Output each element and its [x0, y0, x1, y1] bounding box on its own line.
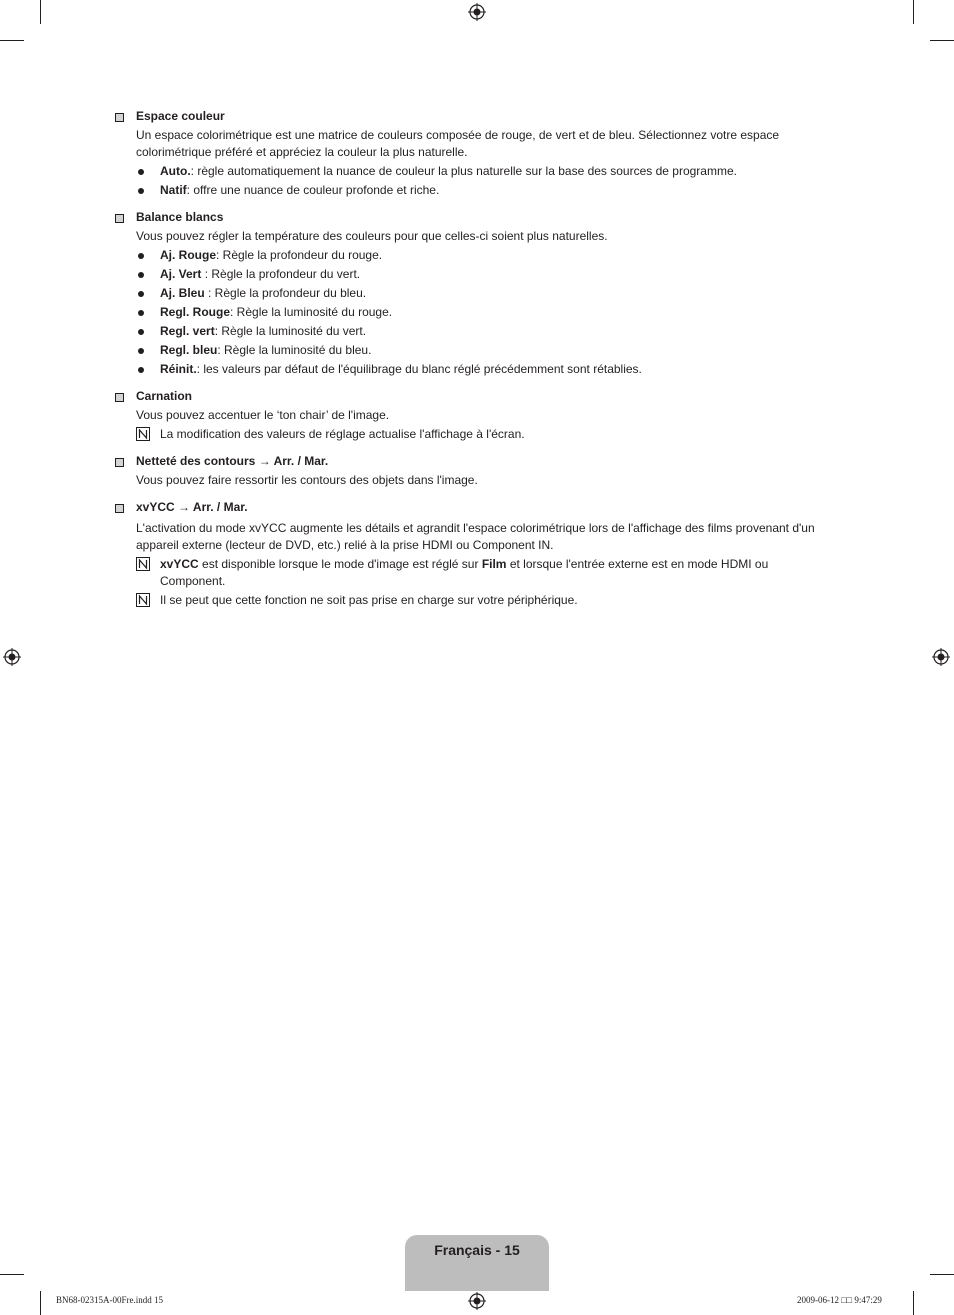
item-text: : règle automatiquement la nuance de couleur la plus naturelle sur la base des sources de programme. — [190, 164, 737, 178]
list-item — [136, 285, 833, 302]
list-item — [136, 342, 833, 359]
dot-bullet-icon — [138, 329, 144, 335]
dot-bullet-icon — [138, 348, 144, 354]
dot-bullet-icon — [138, 291, 144, 297]
section-nettete-contours — [113, 453, 833, 489]
section-description: Vous pouvez faire ressortir les contours des objets dans l'image. — [136, 473, 478, 487]
crop-mark — [40, 1291, 41, 1315]
dot-bullet-icon — [138, 253, 144, 259]
crop-mark — [930, 1274, 954, 1275]
section-title: Balance blancs — [136, 210, 224, 224]
dot-bullet-icon — [138, 188, 144, 194]
item-term: Aj. Vert — [160, 267, 202, 281]
section-title: xvYCC → Arr. / Mar. — [136, 500, 248, 514]
item-text: : Règle la profondeur du bleu. — [204, 286, 367, 300]
page-number: Français - 15 — [434, 1242, 520, 1258]
item-term: Auto. — [160, 164, 191, 178]
crop-mark — [40, 0, 41, 24]
print-slug-left: BN68-02315A-00Fre.indd 15 — [56, 1295, 163, 1305]
section-xvycc — [113, 499, 833, 609]
section-espace-couleur — [113, 108, 833, 199]
section-description: Vous pouvez accentuer le ‘ton chair’ de l'image. — [136, 408, 390, 422]
registration-mark-icon — [468, 1292, 486, 1310]
section-balance-blancs — [113, 209, 833, 378]
dot-bullet-icon — [138, 310, 144, 316]
item-term: Regl. Rouge — [160, 305, 231, 319]
bullet-list — [136, 163, 833, 199]
list-item — [136, 304, 833, 321]
crop-mark — [913, 1291, 914, 1315]
crop-mark — [0, 40, 24, 41]
item-text: : Règle la luminosité du bleu. — [217, 343, 372, 357]
section-title: Carnation — [136, 389, 193, 403]
item-text: : Règle la luminosité du vert. — [214, 324, 367, 338]
list-item — [136, 182, 833, 199]
item-text: : Règle la luminosité du rouge. — [230, 305, 393, 319]
item-term: Aj. Bleu — [160, 286, 205, 300]
note — [136, 556, 833, 590]
note — [136, 592, 833, 609]
list-item — [136, 266, 833, 283]
square-bullet-icon — [115, 458, 124, 467]
square-bullet-icon — [115, 504, 124, 513]
note — [136, 426, 833, 443]
note-icon — [136, 557, 150, 571]
section-description: Vous pouvez régler la température des couleurs pour que celles-ci soient plus naturelles. — [136, 229, 608, 243]
dot-bullet-icon — [138, 367, 144, 373]
list-item — [136, 361, 833, 378]
item-term: Réinit. — [160, 362, 197, 376]
crop-mark — [0, 1274, 24, 1275]
item-text: : Règle la profondeur du rouge. — [216, 248, 383, 262]
item-term: Aj. Rouge — [160, 248, 216, 262]
registration-mark-icon — [468, 3, 486, 21]
registration-mark-icon — [932, 648, 950, 666]
section-title: Espace couleur — [136, 109, 225, 123]
square-bullet-icon — [115, 113, 124, 122]
crop-mark — [913, 0, 914, 24]
note-icon — [136, 427, 150, 441]
page-number-tab — [405, 1235, 549, 1291]
section-title: Netteté des contours → Arr. / Mar. — [136, 454, 329, 468]
square-bullet-icon — [115, 214, 124, 223]
manual-content — [113, 108, 833, 619]
item-text: : Règle la profondeur du vert. — [201, 267, 361, 281]
list-item — [136, 163, 833, 180]
crop-mark — [930, 40, 954, 41]
list-item — [136, 323, 833, 340]
registration-mark-icon — [3, 648, 21, 666]
list-item — [136, 247, 833, 264]
item-term: Regl. vert — [160, 324, 215, 338]
section-description: L'activation du mode xvYCC augmente les détails et agrandit l'espace colorimétrique lors de l'affichage des films provenant d'un appareil externe (lecteur de DVD, etc.) relié à la prise HDMI ou Component IN. — [136, 521, 815, 552]
note-term: Film — [481, 557, 507, 571]
dot-bullet-icon — [138, 169, 144, 175]
note-text: et lorsque l'entrée externe est en mode HDMI ou Component. — [160, 557, 769, 588]
note-text: est disponible lorsque le mode d'image est réglé sur — [198, 557, 482, 571]
item-text: : offre une nuance de couleur profonde et riche. — [186, 183, 440, 197]
item-term: Regl. bleu — [160, 343, 218, 357]
square-bullet-icon — [115, 393, 124, 402]
note-text: La modification des valeurs de réglage actualise l'affichage à l'écran. — [160, 427, 525, 441]
item-text: : les valeurs par défaut de l'équilibrage du blanc réglé précédemment sont rétablies. — [196, 362, 642, 376]
print-slug-right: 2009-06-12 □□ 9:47:29 — [797, 1295, 882, 1305]
note-icon — [136, 593, 150, 607]
bullet-list — [136, 247, 833, 378]
note-text: Il se peut que cette fonction ne soit pas prise en charge sur votre périphérique. — [160, 593, 578, 607]
section-carnation — [113, 388, 833, 443]
section-description: Un espace colorimétrique est une matrice de couleurs composée de rouge, de vert et de bleu. Sélectionnez votre espace colorimétrique préféré et appréciez la couleur la plus naturelle. — [136, 128, 780, 159]
item-term: Natif — [160, 183, 187, 197]
dot-bullet-icon — [138, 272, 144, 278]
note-term: xvYCC — [160, 557, 199, 571]
